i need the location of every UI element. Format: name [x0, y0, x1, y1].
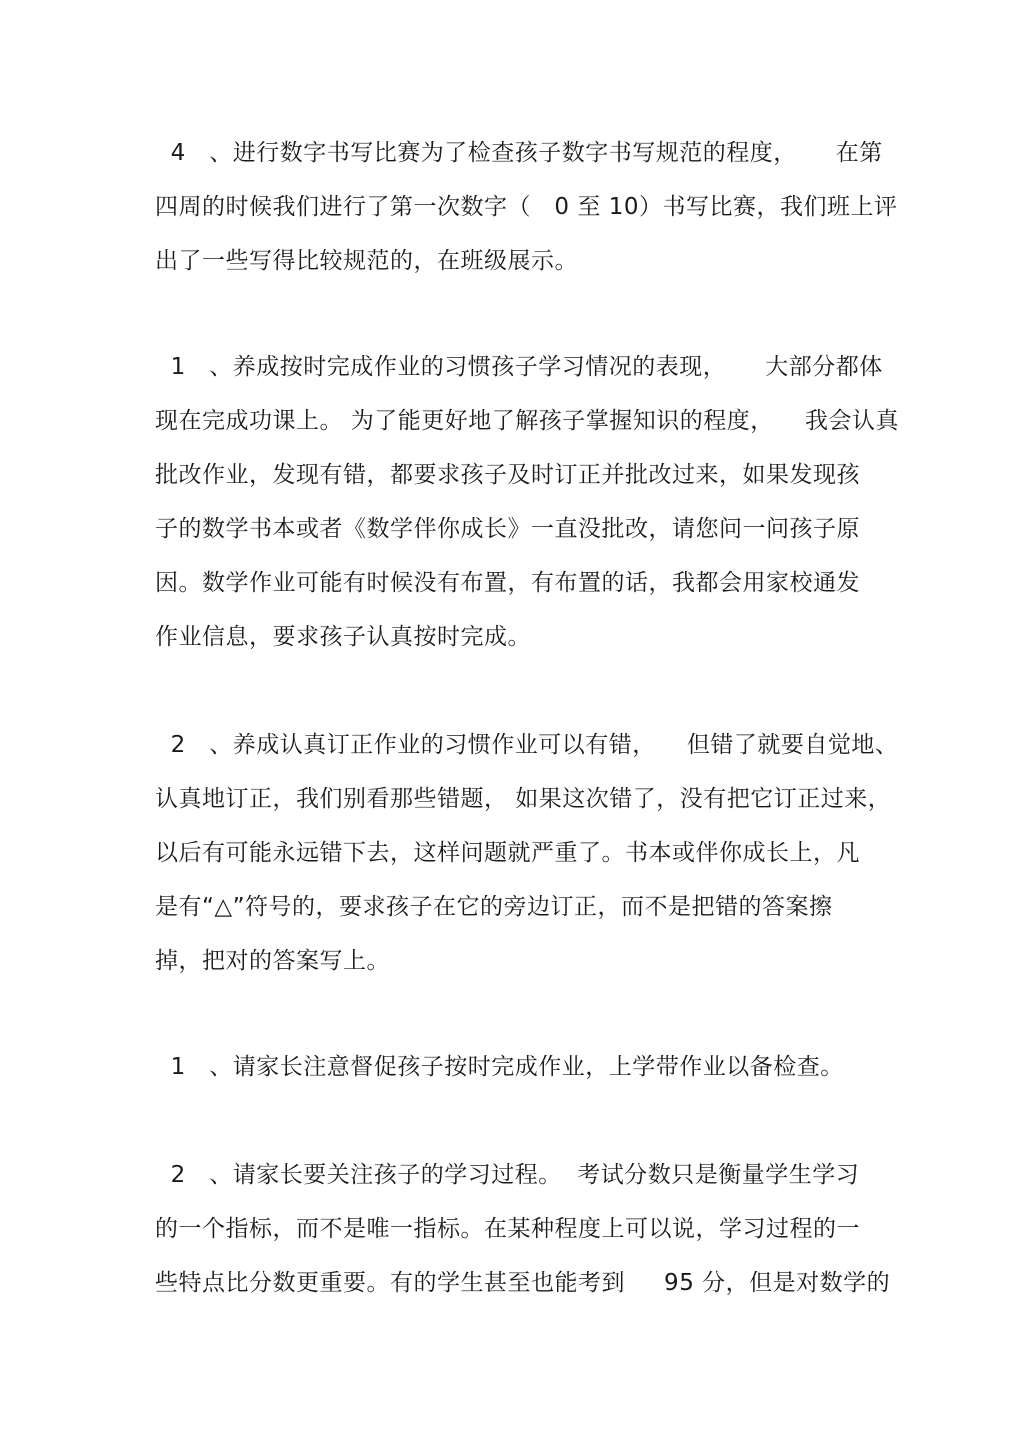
text-line: 子的数学书本或者《数学伴你成长》一直没批改，请您问一问孩子原: [155, 516, 860, 542]
text-line: 4 、进行数字书写比赛为了检查孩子数字书写规范的程度， 在第: [155, 140, 883, 166]
text-line: 些特点比分数更重要。有的学生甚至也能考到 95 分，但是对数学的: [155, 1270, 891, 1296]
text-line: 以后有可能永远错下去，这样问题就严重了。书本或伴你成长上，凡: [155, 840, 860, 866]
text-line: 因。数学作业可能有时候没有布置，有布置的话，我都会用家校通发: [155, 570, 860, 596]
text-line: 出了一些写得比较规范的，在班级展示。: [155, 248, 578, 274]
text-line: 1 、请家长注意督促孩子按时完成作业，上学带作业以备检查。: [155, 1054, 844, 1080]
text-line: 作业信息，要求孩子认真按时完成。: [155, 624, 531, 650]
text-line: 认真地订正，我们别看那些错题， 如果这次错了，没有把它订正过来，: [155, 786, 892, 812]
text-line: 掉，把对的答案写上。: [155, 948, 390, 974]
text-line: 是有“△”符号的，要求孩子在它的旁边订正，而不是把错的答案擦: [155, 894, 833, 920]
text-line: 四周的时候我们进行了第一次数字（ 0 至 10）书写比赛，我们班上评: [155, 194, 898, 220]
text-line: 2 、请家长要关注孩子的学习过程。 考试分数只是衡量学生学习: [155, 1162, 860, 1188]
text-line: 现在完成功课上。 为了能更好地了解孩子掌握知识的程度， 我会认真: [155, 408, 900, 434]
text-line: 2 、养成认真订正作业的习惯作业可以有错， 但错了就要自觉地、: [155, 732, 899, 758]
text-line: 1 、养成按时完成作业的习惯孩子学习情况的表现， 大部分都体: [155, 354, 883, 380]
text-line: 的一个指标，而不是唯一指标。在某种程度上可以说，学习过程的一: [155, 1216, 860, 1242]
text-line: 批改作业，发现有错，都要求孩子及时订正并批改过来，如果发现孩: [155, 462, 860, 488]
